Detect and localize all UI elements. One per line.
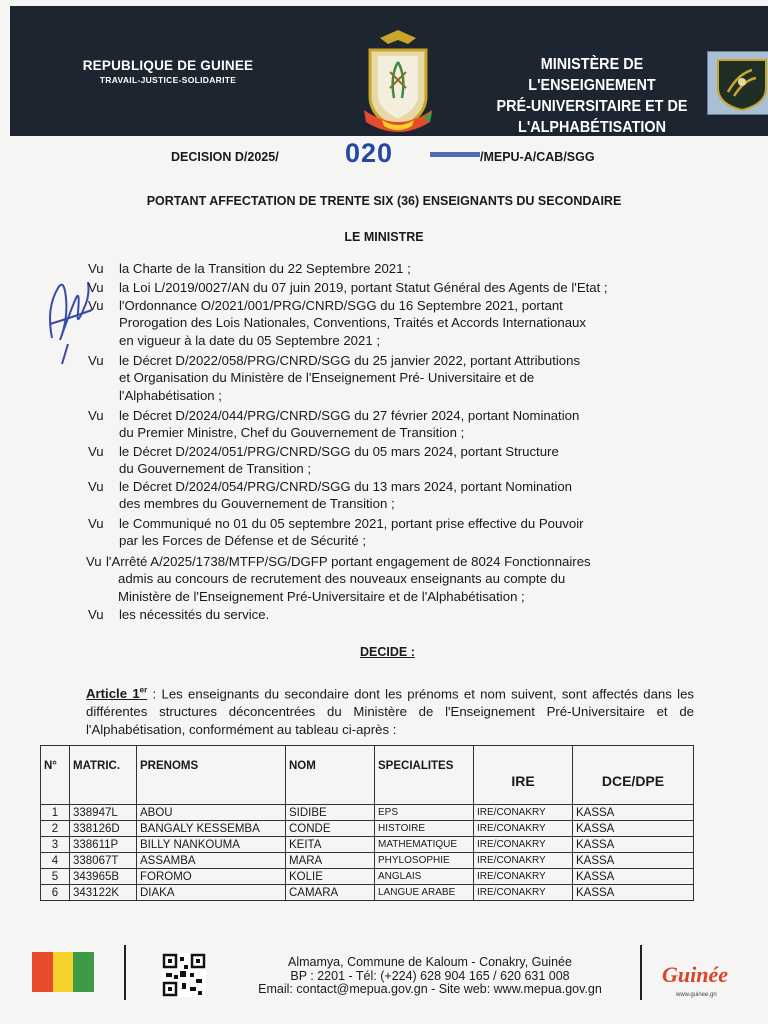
address-line: Almamya, Commune de Kaloum - Conakry, Guinée [288, 955, 572, 969]
considerant-label: Vu [88, 516, 104, 531]
table-row [41, 853, 694, 869]
address-line: Email: contact@mepua.gov.gn - Site web: www.mepua.gov.gn [258, 982, 602, 996]
considerant-label: Vu [86, 554, 102, 569]
considerant-label: Vu [88, 261, 104, 276]
stamp-mark-icon [430, 150, 480, 158]
cell-number: 6 [41, 885, 70, 901]
cell-nom: KEITA [286, 837, 375, 853]
article-heading-text: Article 1 [86, 686, 140, 702]
table-row [41, 885, 694, 901]
cell-ire: IRE/CONAKRY [474, 869, 573, 885]
col-header-dce-dpe: DCE/DPE [573, 746, 694, 805]
cell-nom: MARA [286, 853, 375, 869]
considerant-text: le Décret D/2024/051/PRG/CNRD/SGG du 05 mars 2024, portant Structure [119, 444, 559, 459]
guinee-logo: Guinée [662, 962, 728, 987]
considerant-text: du Gouvernement de Transition ; [119, 461, 312, 477]
considerant-text: l'Alphabétisation ; [119, 387, 222, 403]
article-heading [86, 686, 147, 701]
cell-dce-dpe: KASSA [573, 837, 694, 853]
table-row [41, 837, 694, 853]
cell-dce-dpe: KASSA [573, 869, 694, 885]
considerant-text: le Décret D/2024/044/PRG/CNRD/SGG du 27 février 2024, portant Nomination [119, 408, 580, 423]
coat-of-arms-icon [350, 26, 446, 136]
cell-matricule: 343122K [70, 885, 137, 901]
considerant-label: Vu [88, 280, 104, 295]
considerant-text: le Décret D/2024/054/PRG/CNRD/SGG du 13 mars 2024, portant Nomination [119, 479, 572, 494]
col-header-specialites: SPECIALITES [375, 746, 474, 805]
cell-nom: SIDIBE [286, 805, 375, 821]
cell-ire: IRE/CONAKRY [474, 885, 573, 901]
cell-ire: IRE/CONAKRY [474, 821, 573, 837]
cell-number: 2 [41, 821, 70, 837]
considerant-label: Vu [88, 353, 104, 368]
cell-nom: CONDE [286, 821, 375, 837]
cell-prenoms: BILLY NANKOUMA [137, 837, 286, 853]
considerant-text: le Communiqué no 01 du 05 septembre 2021, portant prise effective du Pouvoir [119, 516, 584, 531]
decision-number: 020 [345, 138, 394, 168]
page-footer [0, 940, 768, 1024]
national-motto: TRAVAIL-JUSTICE-SOLIDARITE [99, 75, 237, 85]
table-header-row [41, 746, 694, 805]
cell-specialite: ANGLAIS [375, 869, 474, 885]
cell-specialite: PHYLOSOPHIE [375, 853, 474, 869]
table-row [41, 805, 694, 821]
ministry-heading [484, 54, 700, 138]
considerant-text: et Organisation du Ministère de l'Enseignement Pré- Universitaire et de [119, 370, 535, 386]
guinee-logo-url: www.guinee.gn [676, 992, 717, 998]
col-header-matricule: MATRIC. [70, 746, 137, 805]
ministry-line: L'ALPHABÉTISATION [518, 119, 666, 136]
guinea-flag-icon [32, 952, 94, 992]
considerant-text: l'Arrêté A/2025/1738/MTFP/SG/DGFP portant engagement de 8024 Fonctionnaires [106, 554, 591, 569]
country-name: REPUBLIQUE DE GUINEE [82, 58, 254, 73]
considerant-text: la Charte de la Transition du 22 Septembre 2021 ; [119, 261, 411, 276]
cell-number: 3 [41, 837, 70, 853]
considerant-text: Prorogation des Lois Nationales, Conventions, Traités et Accords Internationaux [119, 315, 586, 331]
letterhead-band [10, 6, 768, 136]
decide-heading: DECIDE : [360, 645, 415, 659]
cell-prenoms: ASSAMBA [137, 853, 286, 869]
col-header-prenoms: PRENOMS [137, 746, 286, 805]
cell-number: 4 [41, 853, 70, 869]
footer-address [230, 956, 630, 997]
article-heading-sup: er [139, 686, 148, 695]
considerant-text: admis au concours de recrutement des nouveaux enseignants au compte du [118, 571, 566, 587]
ministry-line: PRÉ-UNIVERSITAIRE ET DE [496, 98, 688, 115]
cell-prenoms: BANGALY KESSEMBA [137, 821, 286, 837]
decision-prefix: DECISION D/2025/ [171, 150, 279, 164]
considerant-text: du Premier Ministre, Chef du Gouvernement de Transition ; [119, 425, 465, 441]
considerant-text: le Décret D/2022/058/PRG/CNRD/SGG du 25 janvier 2022, portant Attributions [119, 353, 581, 368]
cell-nom: KOLIE [286, 869, 375, 885]
cell-dce-dpe: KASSA [573, 885, 694, 901]
considerant-label: Vu [88, 298, 104, 313]
cell-dce-dpe: KASSA [573, 821, 694, 837]
cell-matricule: 338067T [70, 853, 137, 869]
cell-matricule: 338126D [70, 821, 137, 837]
cell-specialite: MATHEMATIQUE [375, 837, 474, 853]
considerant-text: la Loi L/2019/0027/AN du 07 juin 2019, portant Statut Général des Agents de l'Etat ; [119, 280, 608, 295]
cell-specialite: EPS [375, 805, 474, 821]
col-header-number: N° [41, 746, 70, 805]
ministry-seal-icon [707, 51, 768, 115]
table-row [41, 869, 694, 885]
col-header-nom: NOM [286, 746, 375, 805]
cell-matricule: 343965B [70, 869, 137, 885]
considerant-text: des membres du Gouvernement de Transition ; [119, 496, 395, 512]
cell-prenoms: FOROMO [137, 869, 286, 885]
cell-nom: CAMARA [286, 885, 375, 901]
col-header-ire: IRE [474, 746, 573, 805]
cell-number: 5 [41, 869, 70, 885]
cell-matricule: 338947L [70, 805, 137, 821]
cell-ire: IRE/CONAKRY [474, 853, 573, 869]
cell-number: 1 [41, 805, 70, 821]
cell-ire: IRE/CONAKRY [474, 805, 573, 821]
qr-code-icon [162, 953, 206, 997]
cell-matricule: 338611P [70, 837, 137, 853]
decision-suffix: /MEPU-A/CAB/SGG [480, 150, 595, 164]
table-row [41, 821, 694, 837]
cell-prenoms: ABOU [137, 805, 286, 821]
cell-ire: IRE/CONAKRY [474, 837, 573, 853]
cell-specialite: LANGUE ARABE [375, 885, 474, 901]
footer-divider [640, 945, 642, 1000]
considerant-text: par les Forces de Défense et de Sécurité ; [119, 533, 367, 549]
cell-dce-dpe: KASSA [573, 805, 694, 821]
footer-divider [124, 945, 126, 1000]
cell-prenoms: DIAKA [137, 885, 286, 901]
considerant-text: Ministère de l'Enseignement Pré-Universitaire et de l'Alphabétisation ; [118, 588, 525, 604]
considerant-label: Vu [88, 408, 104, 423]
assignment-table [40, 745, 694, 901]
considerant-text: l'Ordonnance O/2021/001/PRG/CNRD/SGG du 16 Septembre 2021, portant [119, 298, 563, 313]
considerant-label: Vu [88, 607, 104, 622]
cell-specialite: HISTOIRE [375, 821, 474, 837]
considerant-text: en vigueur à la date du 05 Septembre 2021 ; [119, 332, 381, 348]
article-text: : Les enseignants du secondaire dont les prénoms et nom suivent, sont affectés dans les différentes structures déconcentrées du Ministère de l'Enseignement Pré-Universitaire et de l'Alphabétisation, conformément au tableau ci-après : [86, 686, 695, 738]
considerant-label: Vu [88, 444, 104, 459]
cell-dce-dpe: KASSA [573, 853, 694, 869]
article-1 [86, 682, 694, 739]
ministry-line: MINISTÈRE DE L'ENSEIGNEMENT [528, 56, 656, 94]
decision-subject: PORTANT AFFECTATION DE TRENTE SIX (36) ENSEIGNANTS DU SECONDAIRE [146, 194, 622, 208]
considerant-text: les nécessités du service. [119, 607, 270, 622]
decision-authority: LE MINISTRE [344, 230, 424, 244]
address-line: BP : 2201 - Tél: (+224) 628 904 165 / 620 631 008 [290, 968, 570, 983]
considerant-label: Vu [88, 479, 104, 494]
republic-heading [68, 58, 268, 85]
